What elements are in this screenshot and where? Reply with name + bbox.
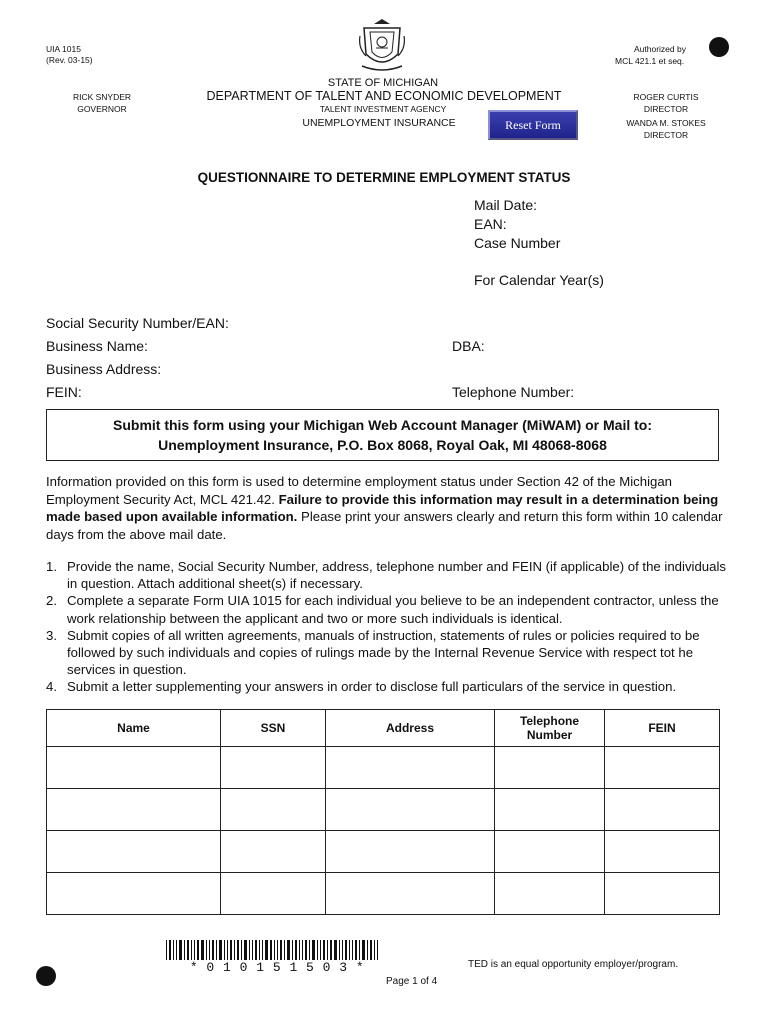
barcode-bar bbox=[309, 940, 310, 960]
barcode-bar bbox=[292, 940, 293, 960]
list-text: Provide the name, Social Security Number, address, telephone number and FEIN (if applicable) of the individuals in question. Attach additional sheet(s) if necessary. bbox=[67, 559, 726, 592]
list-text: Submit a letter supplementing your answers in order to disclose full particulars of the service in question. bbox=[67, 679, 677, 695]
governor-title: GOVERNOR bbox=[77, 104, 127, 114]
barcode-bar bbox=[367, 940, 368, 960]
list-text: Complete a separate Form UIA 1015 for each individual you believe to be an independent contractor, unless the work relationship between the applicant and two or more such individuals is identical. bbox=[67, 593, 719, 626]
authorized-by: Authorized by bbox=[634, 44, 686, 54]
business-address-label: Business Address: bbox=[46, 361, 162, 377]
state-seal-icon bbox=[358, 18, 406, 74]
column-header-telephone: Telephone Number bbox=[495, 710, 605, 747]
barcode-bar bbox=[284, 940, 285, 960]
barcode-bar bbox=[374, 940, 375, 960]
barcode-bar bbox=[206, 940, 207, 960]
list-text: Submit copies of all written agreements, manuals of instruction, statements of rules or policies required to be followed by such individuals and copies of rulings made by the Internal Revenue Service with respect tot he services in question. bbox=[67, 627, 700, 678]
barcode-bar bbox=[362, 940, 365, 960]
director1-name: ROGER CURTIS bbox=[633, 92, 699, 102]
name-cell[interactable] bbox=[47, 747, 221, 789]
fein-cell[interactable] bbox=[605, 747, 720, 789]
table-row bbox=[47, 747, 720, 789]
fein-cell[interactable] bbox=[605, 873, 720, 915]
barcode-bar bbox=[255, 940, 257, 960]
agency-name: TALENT INVESTMENT AGENCY bbox=[319, 104, 447, 114]
barcode-bar bbox=[280, 940, 282, 960]
barcode-bar bbox=[166, 940, 167, 960]
barcode-bar bbox=[169, 940, 171, 960]
barcode-icon bbox=[166, 940, 388, 960]
list-item bbox=[46, 678, 726, 695]
page-title: QUESTIONNAIRE TO DETERMINE EMPLOYMENT STATUS bbox=[197, 170, 571, 185]
address-cell[interactable] bbox=[326, 831, 495, 873]
barcode-bar bbox=[216, 940, 217, 960]
fein-cell[interactable] bbox=[605, 789, 720, 831]
table-header-row bbox=[47, 710, 720, 747]
fein-label: FEIN: bbox=[46, 384, 82, 400]
instructions-list bbox=[46, 558, 726, 696]
column-header-fein: FEIN bbox=[605, 710, 720, 747]
barcode-bar bbox=[305, 940, 307, 960]
list-number: 1. bbox=[46, 559, 57, 574]
telephone-cell[interactable] bbox=[495, 873, 605, 915]
ssn-ean-label: Social Security Number/EAN: bbox=[46, 315, 229, 331]
name-cell[interactable] bbox=[47, 873, 221, 915]
barcode-bar bbox=[345, 940, 347, 960]
barcode-bar bbox=[230, 940, 232, 960]
list-item bbox=[46, 592, 726, 626]
table-row bbox=[47, 873, 720, 915]
calendar-years-label: For Calendar Year(s) bbox=[474, 272, 604, 288]
barcode-bar bbox=[359, 940, 360, 960]
fein-cell[interactable] bbox=[605, 831, 720, 873]
barcode-bar bbox=[197, 940, 199, 960]
director2-name: WANDA M. STOKES bbox=[626, 118, 706, 128]
barcode-bar bbox=[262, 940, 263, 960]
registration-dot-icon bbox=[709, 37, 729, 57]
name-cell[interactable] bbox=[47, 831, 221, 873]
barcode-bar bbox=[323, 940, 325, 960]
list-item bbox=[46, 558, 726, 592]
barcode-bar bbox=[227, 940, 228, 960]
page-number: Page 1 of 4 bbox=[386, 976, 438, 987]
telephone-cell[interactable] bbox=[495, 747, 605, 789]
reset-form-button[interactable]: Reset Form bbox=[488, 110, 578, 140]
director1-title: DIRECTOR bbox=[643, 104, 689, 114]
table-row bbox=[47, 831, 720, 873]
barcode-bar bbox=[184, 940, 185, 960]
director2-title: DIRECTOR bbox=[643, 130, 689, 140]
barcode-bar bbox=[334, 940, 337, 960]
department-name: DEPARTMENT OF TALENT AND ECONOMIC DEVELOPMENT bbox=[206, 89, 562, 103]
barcode-bar bbox=[270, 940, 272, 960]
barcode-bar bbox=[299, 940, 300, 960]
ean-label: EAN: bbox=[474, 216, 507, 232]
form-id: UIA 1015 bbox=[46, 44, 81, 54]
barcode-bar bbox=[259, 940, 260, 960]
barcode-bar bbox=[274, 940, 275, 960]
barcode-bar bbox=[209, 940, 210, 960]
barcode-bar bbox=[179, 940, 182, 960]
list-number: 4. bbox=[46, 679, 57, 695]
name-cell[interactable] bbox=[47, 789, 221, 831]
info-text-1: Information provided on this form is used to determine employment status under Section 42 of the Michigan Employment Security Act, MCL 421.42. bbox=[46, 474, 673, 507]
registration-dot-icon bbox=[36, 966, 56, 986]
address-cell[interactable] bbox=[326, 747, 495, 789]
business-name-label: Business Name: bbox=[46, 338, 148, 354]
barcode-bar bbox=[244, 940, 247, 960]
address-cell[interactable] bbox=[326, 789, 495, 831]
dba-label: DBA: bbox=[452, 338, 485, 354]
barcode-bar bbox=[194, 940, 195, 960]
telephone-cell[interactable] bbox=[495, 789, 605, 831]
barcode-bar bbox=[377, 940, 378, 960]
barcode-bar bbox=[312, 940, 315, 960]
barcode-bar bbox=[252, 940, 253, 960]
barcode-bar bbox=[287, 940, 290, 960]
barcode-bar bbox=[191, 940, 192, 960]
ssn-cell[interactable] bbox=[221, 747, 326, 789]
barcode-bar bbox=[295, 940, 297, 960]
barcode-bar bbox=[302, 940, 303, 960]
barcode-bar bbox=[224, 940, 225, 960]
barcode-bar bbox=[330, 940, 332, 960]
mail-date-label: Mail Date: bbox=[474, 197, 538, 213]
column-header-address: Address bbox=[326, 710, 495, 747]
notice-line-2: Unemployment Insurance, P.O. Box 8068, Royal Oak, MI 48068-8068 bbox=[158, 437, 607, 453]
barcode-bar bbox=[327, 940, 328, 960]
address-cell[interactable] bbox=[326, 873, 495, 915]
governor-name: RICK SNYDER bbox=[72, 92, 132, 102]
barcode-bar bbox=[173, 940, 174, 960]
column-header-name: Name bbox=[47, 710, 221, 747]
ssn-cell[interactable] bbox=[221, 789, 326, 831]
barcode-bar bbox=[342, 940, 343, 960]
barcode-bar bbox=[176, 940, 177, 960]
state-name: STATE OF MICHIGAN bbox=[327, 77, 439, 89]
barcode-bar bbox=[277, 940, 278, 960]
barcode-bar bbox=[212, 940, 214, 960]
table-row bbox=[47, 789, 720, 831]
barcode-bar bbox=[349, 940, 350, 960]
ssn-cell[interactable] bbox=[221, 873, 326, 915]
mailing-notice bbox=[46, 409, 719, 461]
barcode-bar bbox=[317, 940, 318, 960]
barcode-bar bbox=[355, 940, 357, 960]
individuals-table bbox=[46, 709, 720, 915]
eeo-statement: TED is an equal opportunity employer/program. bbox=[468, 959, 679, 970]
list-number: 2. bbox=[46, 593, 57, 609]
list-item bbox=[46, 627, 726, 679]
barcode-bar bbox=[249, 940, 250, 960]
barcode-bar bbox=[265, 940, 268, 960]
info-text-2: Please print your answers clearly and return this form within 10 calendar days from the above mail date. bbox=[46, 509, 723, 542]
list-number: 3. bbox=[46, 627, 57, 643]
ssn-cell[interactable] bbox=[221, 831, 326, 873]
info-bold-text: Failure to provide this information may result in a determination being made based upon available information. bbox=[46, 491, 719, 524]
barcode-bar bbox=[219, 940, 222, 960]
telephone-label: Telephone Number: bbox=[452, 384, 575, 400]
telephone-cell[interactable] bbox=[495, 831, 605, 873]
barcode-bar bbox=[201, 940, 204, 960]
barcode-bar bbox=[352, 940, 353, 960]
barcode-bar bbox=[187, 940, 189, 960]
barcode-text: * 0 1 0 1 5 1 5 0 3 * bbox=[189, 960, 365, 975]
barcode-bar bbox=[234, 940, 235, 960]
barcode-bar bbox=[339, 940, 340, 960]
info-paragraph bbox=[46, 473, 726, 543]
barcode-bar bbox=[237, 940, 239, 960]
column-header-ssn: SSN bbox=[221, 710, 326, 747]
case-number-label: Case Number bbox=[474, 235, 561, 251]
barcode-bar bbox=[320, 940, 321, 960]
form-revision: (Rev. 03-15) bbox=[46, 55, 93, 65]
barcode-bar bbox=[370, 940, 372, 960]
authority-citation: MCL 421.1 et seq. bbox=[615, 56, 685, 66]
barcode-bar bbox=[241, 940, 242, 960]
program-name: UNEMPLOYMENT INSURANCE bbox=[302, 117, 456, 129]
notice-line-1: Submit this form using your Michigan Web Account Manager (MiWAM) or Mail to: bbox=[113, 417, 652, 433]
